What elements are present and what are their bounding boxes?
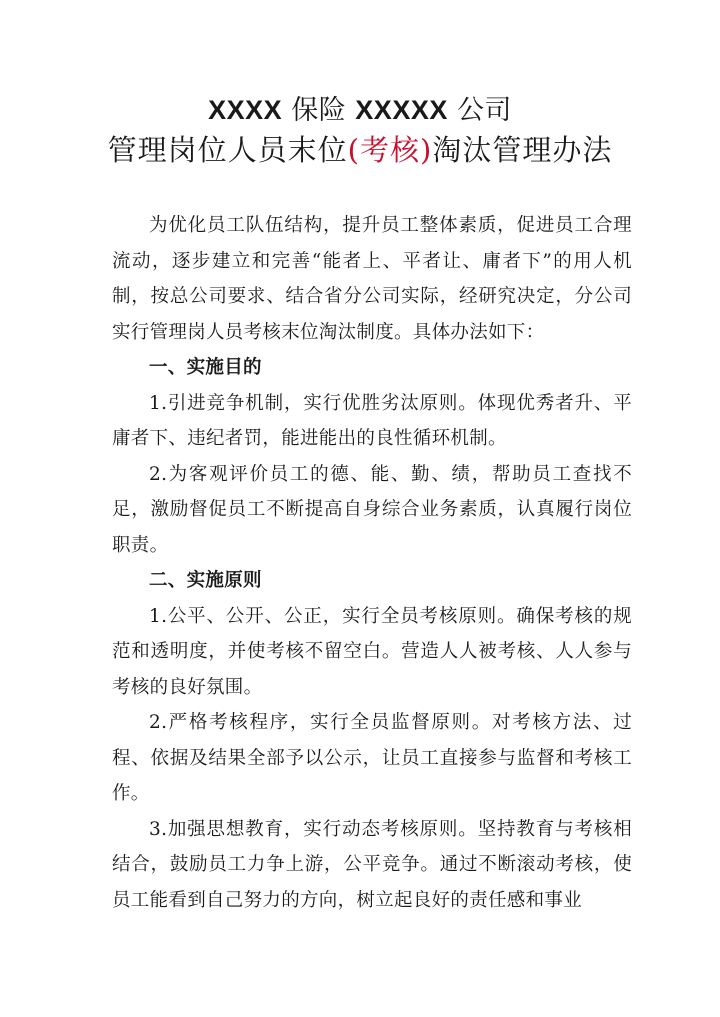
purpose-item-1: 1.引进竞争机制，实行优胜劣汰原则。体现优秀者升、平庸者下、违纪者罚，能进能出的良性循环机制。 (112, 392, 632, 449)
document-body (112, 208, 632, 918)
principle-item-3: 3.加强思想教育，实行动态考核原则。坚持教育与考核相结合，鼓励员工力争上游，公平竞争。通过不断滚动考核，使员工能看到自己努力的方向，树立起良好的责任感和事业 (112, 818, 632, 911)
section-heading-principles: 二、实施原则 (149, 570, 262, 591)
section-heading-purpose: 一、实施目的 (149, 357, 262, 378)
title-branch-code: XXXXX (355, 95, 448, 125)
title-line2-start: 管理岗位人员末位 (107, 133, 348, 167)
document-title-line1 (0, 88, 720, 127)
title-line2-end: 淘汰管理办法 (432, 133, 613, 167)
title-company-code: XXXX (208, 95, 283, 125)
document-title-line2 (0, 128, 720, 169)
title-company-word: 公司 (456, 95, 512, 126)
principle-item-1: 1.公平、公开、公正，实行全员考核原则。确保考核的规范和透明度，并使考核不留空白。营造人人被考核、人人参与考核的良好氛围。 (112, 605, 632, 698)
title-highlight-assessment: (考核) (347, 133, 433, 167)
principle-item-2: 2.严格考核程序，实行全员监督原则。对考核方法、过程、依据及结果全部予以公示，让员工直接参与监督和考核工作。 (112, 712, 632, 804)
title-insurance-word: 保险 (291, 95, 347, 126)
purpose-item-2: 2.为客观评价员工的德、能、勤、绩，帮助员工查找不足，激励督促员工不断提高自身综合业务素质，认真履行岗位职责。 (112, 463, 632, 556)
intro-paragraph: 为优化员工队伍结构，提升员工整体素质，促进员工合理流动，逐步建立和完善“能者上、平者让、庸者下”的用人机制，按总公司要求、结合省分公司实际，经研究决定，分公司实行管理岗人员考核末位淘汰制度。具体办法如下： (112, 215, 632, 343)
